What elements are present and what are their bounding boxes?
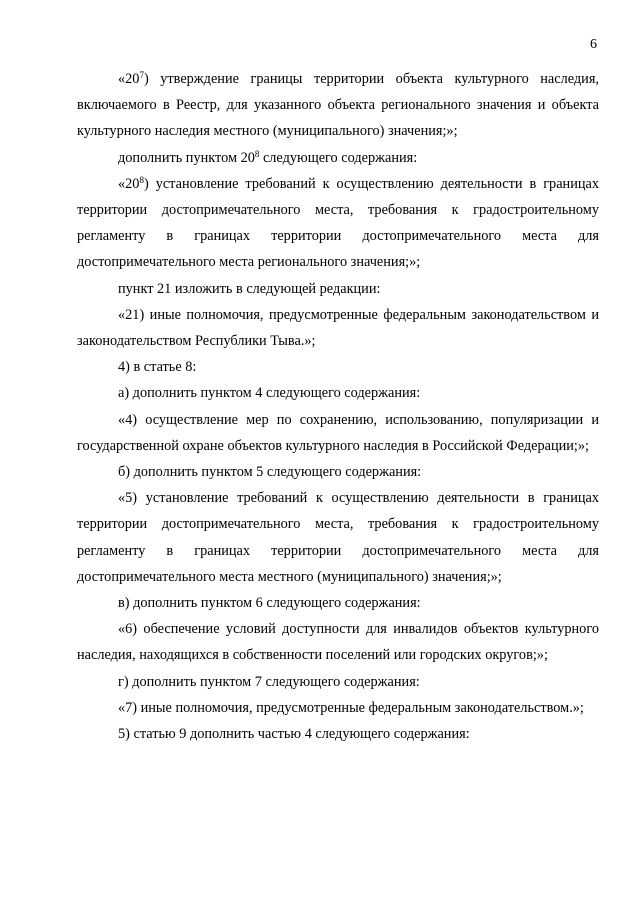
superscript: 8 [139,174,144,185]
text-run: дополнить пунктом 20 [118,149,255,166]
text-run: «20 [118,175,140,192]
paragraph: а) дополнить пунктом 4 следующего содержания: [118,385,421,402]
page-number: 6 [590,37,597,52]
paragraph: «5) установление требований к осуществлению деятельности в границах территории достопримечательного места, требования к градостроительному регламенту в границах территории достопримечательного места для достопримечательного места местного (муниципального) значения;»; [77,490,599,585]
document-body [77,66,599,747]
text-run: ) утверждение границы территории объекта культурного наследия, включаемого в Реестр, для указанного объекта регионального значения и объекта культурного наследия местного (муниципального) значения;»; [77,71,599,140]
paragraph: б) дополнить пунктом 5 следующего содержания: [118,464,422,481]
paragraph: «4) осуществление мер по сохранению, использованию, популяризации и государственной охране объектов культурного наследия в Российской Федерации;»; [77,411,599,454]
text-run: ) установление требований к осуществлению деятельности в границах территории достопримечательного места, требования к градостроительному регламенту в границах территории достопримечательного места для достопримечательного места регионального значения;»; [77,175,599,271]
text-run: следующего содержания: [259,149,418,166]
paragraph [77,66,599,145]
paragraph: г) дополнить пунктом 7 следующего содержания: [118,673,420,690]
paragraph: «7) иные полномочия, предусмотренные федеральным законодательством.»; [118,699,584,716]
paragraph [77,171,599,276]
superscript: 8 [254,148,260,159]
paragraph: «21) иные полномочия, предусмотренные федеральным законодательством и законодательством Республики Тыва.»; [77,306,599,350]
text-run: «20 [118,71,140,87]
paragraph: 5) статью 9 дополнить частью 4 следующего содержания: [118,726,470,743]
paragraph [77,145,599,171]
superscript: 7 [139,70,144,80]
paragraph: в) дополнить пунктом 6 следующего содержания: [118,595,421,612]
paragraph: пункт 21 изложить в следующей редакции: [118,280,381,297]
paragraph: 4) в статье 8: [118,359,197,376]
paragraph: «6) обеспечение условий доступности для инвалидов объектов культурного наследия, находящихся в собственности поселений или городских округов;»; [77,621,599,664]
